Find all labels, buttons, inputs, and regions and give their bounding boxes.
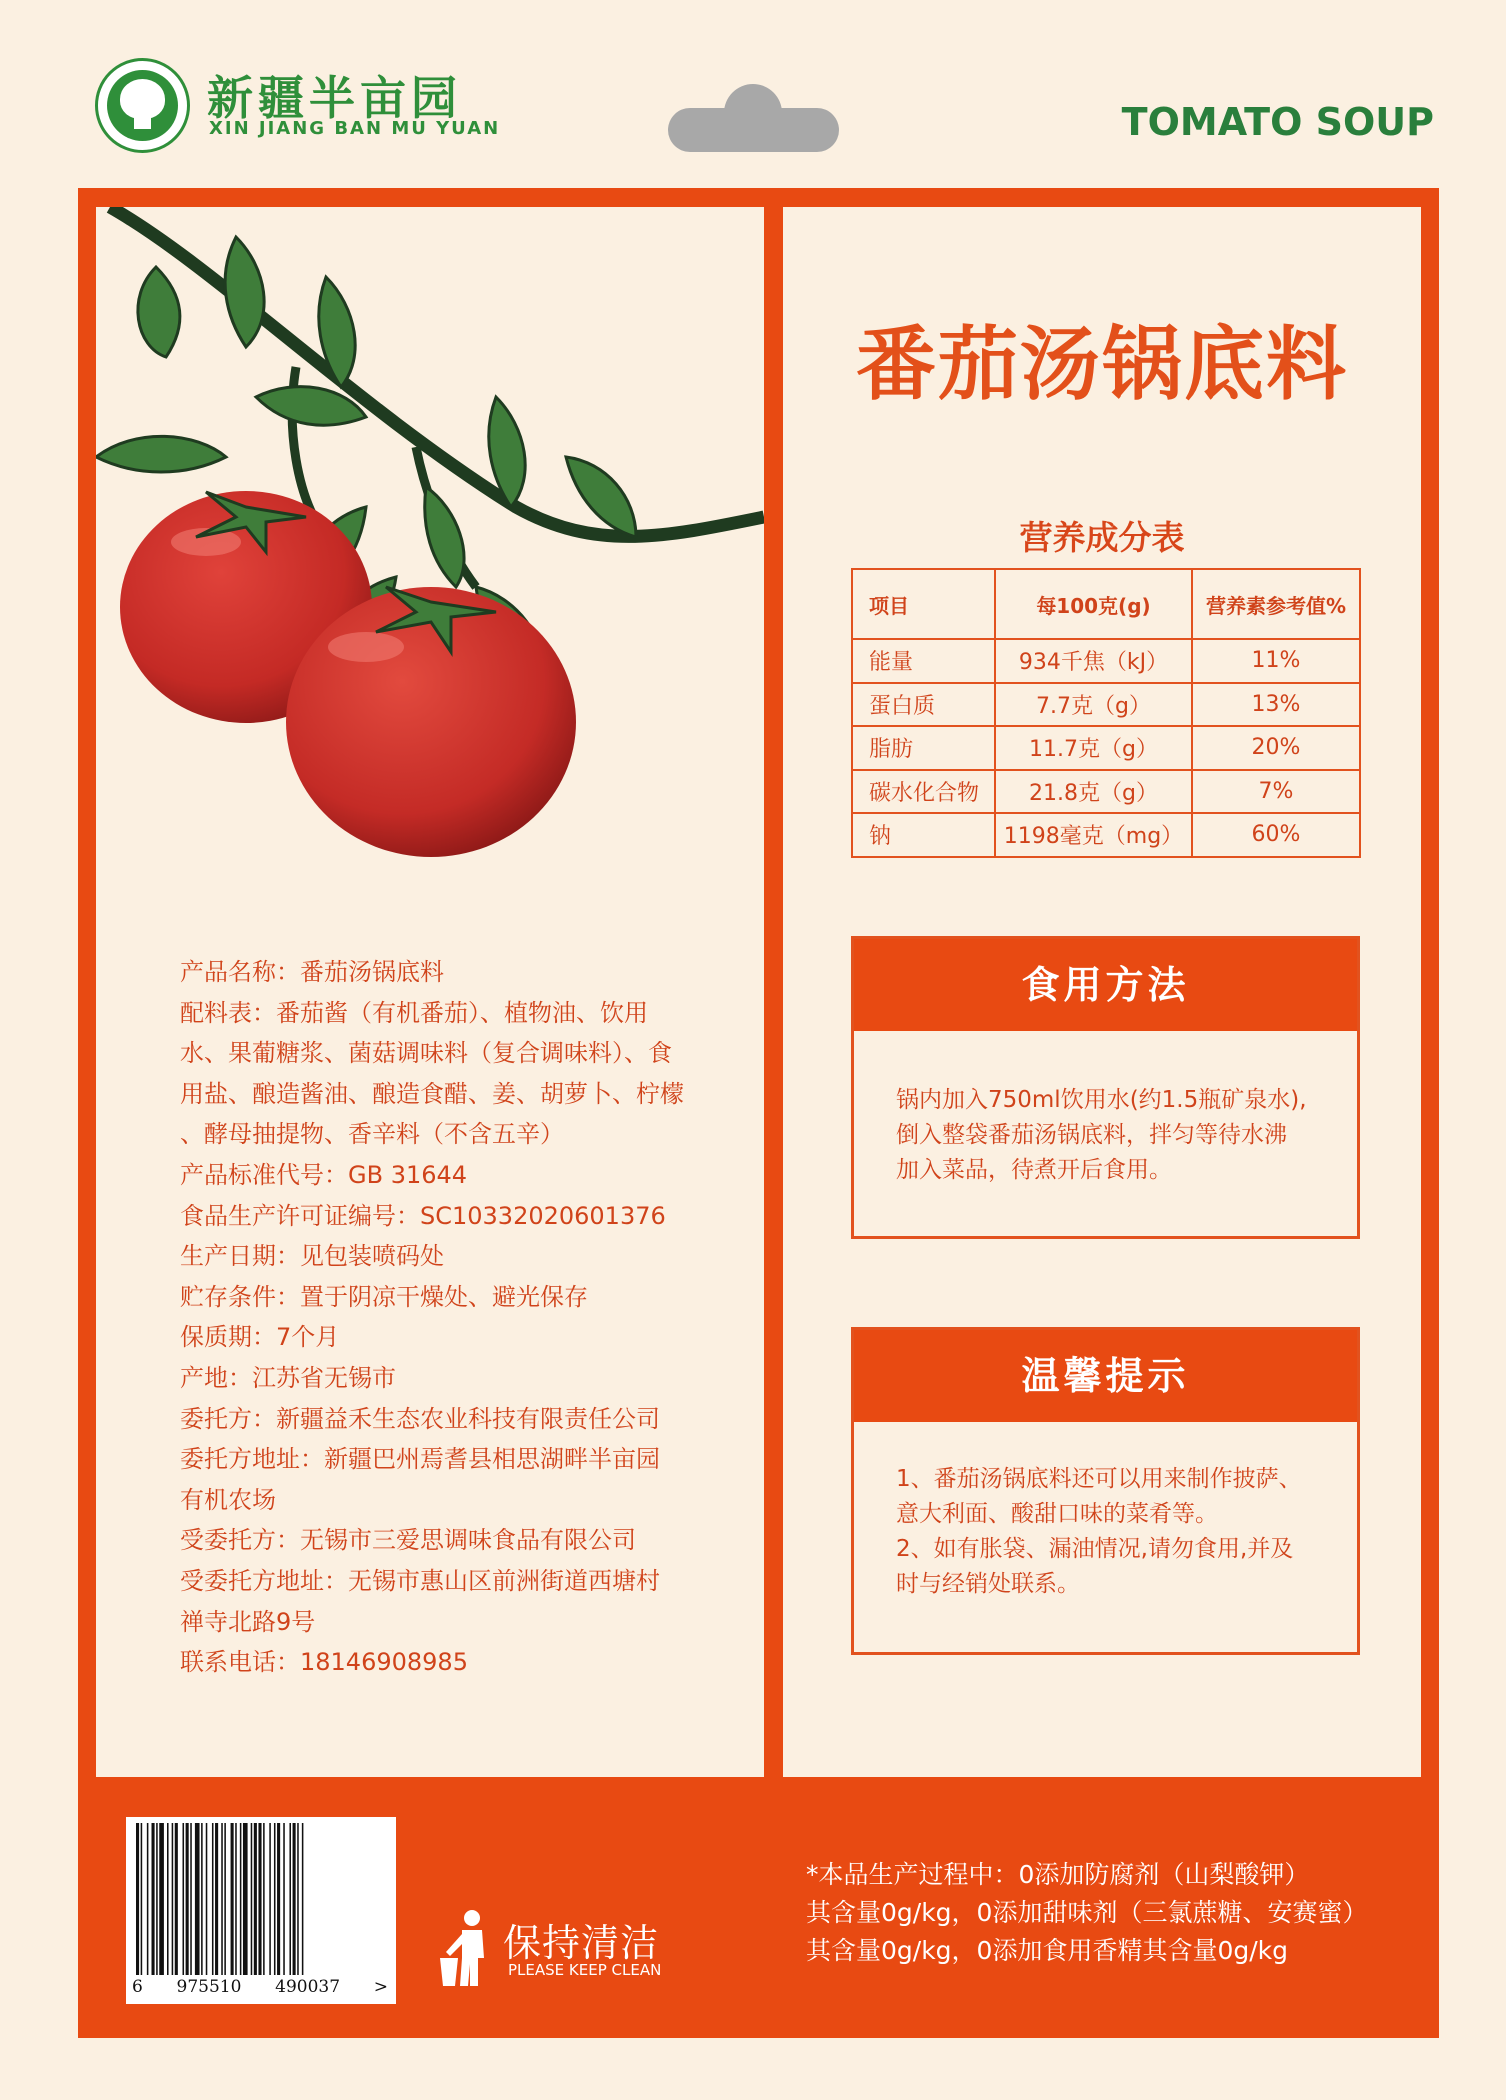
info-line: 产品标准代号：GB 31644 <box>180 1160 468 1189</box>
cell-item: 钠 <box>852 813 995 857</box>
barcode-bar <box>231 1823 234 1975</box>
tips-line: 1、番茄汤锅底料还可以用来制作披萨、 <box>896 1466 1302 1492</box>
barcode-bar <box>206 1823 208 1975</box>
cell-item: 能量 <box>852 639 995 683</box>
barcode-bars <box>134 1823 388 1975</box>
cell-amount: 11.7克（g） <box>995 726 1192 770</box>
product-name-en: TOMATO SOUP <box>1121 100 1434 144</box>
info-line: 产地：江苏省无锡市 <box>180 1363 396 1392</box>
table-row <box>852 639 1360 683</box>
barcode-bar <box>240 1823 242 1975</box>
product-info <box>180 952 700 1683</box>
tips-line: 意大利面、酸甜口味的菜肴等。 <box>896 1501 1218 1527</box>
barcode-bar <box>183 1823 185 1975</box>
info-line: 受委托方：无锡市三爱思调味食品有限公司 <box>180 1526 636 1555</box>
usage-line: 锅内加入750ml饮用水(约1.5瓶矿泉水), <box>896 1087 1307 1113</box>
barcode-digit-group: 6 <box>132 1977 143 1997</box>
table-row <box>852 683 1360 727</box>
cell-item: 脂肪 <box>852 726 995 770</box>
barcode-bar <box>201 1823 203 1975</box>
barcode-bar <box>156 1823 158 1975</box>
col-nrv: 营养素参考值% <box>1192 569 1360 639</box>
nutrition-table <box>851 568 1361 858</box>
usage-box <box>851 936 1360 1239</box>
barcode-bar <box>167 1823 169 1975</box>
barcode-number <box>132 1977 394 1997</box>
keep-clean-label: 保持清洁 <box>503 1921 660 1965</box>
tips-title: 温馨提示 <box>854 1330 1357 1422</box>
note-line: 其含量0g/kg，0添加甜味剂（三氯蔗糖、安赛蜜） <box>806 1898 1368 1927</box>
barcode-digit-group: > <box>373 1977 388 1997</box>
vine-stem <box>110 207 764 536</box>
usage-line: 倒入整袋番茄汤锅底料，拌匀等待水沸 <box>896 1122 1287 1148</box>
tips-box <box>851 1327 1360 1655</box>
info-line: 贮存条件：置于阴凉干燥处、避光保存 <box>180 1282 588 1311</box>
cell-item: 碳水化合物 <box>852 770 995 814</box>
tomato-front <box>286 587 576 857</box>
additive-note <box>806 1856 1406 1970</box>
info-line: 保质期：7个月 <box>180 1323 340 1352</box>
info-line: 委托方：新疆益禾生态农业科技有限责任公司 <box>180 1404 660 1433</box>
keep-clean-label-en: PLEASE KEEP CLEAN <box>508 1961 662 1979</box>
info-line: 禅寺北路9号 <box>180 1607 316 1636</box>
cell-amount: 934千焦（kJ） <box>995 639 1192 683</box>
note-line: 其含量0g/kg，0添加食用香精其含量0g/kg <box>806 1936 1288 1965</box>
barcode-digit-group: 975510 <box>176 1977 242 1997</box>
nutrition-title: 营养成分表 <box>1019 518 1185 557</box>
info-line: 有机农场 <box>180 1485 276 1514</box>
barcode-bar <box>274 1823 276 1975</box>
barcode-bar <box>136 1823 139 1975</box>
barcode-bar <box>277 1823 280 1975</box>
info-line: 用盐、酿造酱油、酿造食醋、姜、胡萝卜、柠檬 <box>180 1079 684 1108</box>
barcode-bar <box>263 1823 265 1975</box>
barcode-bar <box>221 1823 223 1975</box>
barcode-bar <box>243 1823 248 1975</box>
info-line: 产品名称：番茄汤锅底料 <box>180 958 444 986</box>
cell-amount: 1198毫克（mg） <box>995 813 1192 857</box>
product-title-cn: 番茄汤锅底料 <box>856 318 1348 411</box>
table-row <box>852 813 1360 857</box>
tips-line: 2、如有胀袋、漏油情况,请勿食用,并及 <box>896 1536 1294 1562</box>
barcode-bar <box>212 1823 214 1975</box>
barcode-bar <box>141 1823 143 1975</box>
cell-item: 蛋白质 <box>852 683 995 727</box>
usage-title: 食用方法 <box>854 939 1357 1031</box>
cell-amount: 7.7克（g） <box>995 683 1192 727</box>
info-line: 水、果葡糖浆、菌菇调味料（复合调味料）、食 <box>180 1039 672 1068</box>
barcode-bar <box>293 1823 296 1975</box>
cell-nrv: 7% <box>1192 770 1360 814</box>
cell-nrv: 60% <box>1192 813 1360 857</box>
col-item: 项目 <box>852 569 995 639</box>
col-per-100g: 每100克(g) <box>995 569 1192 639</box>
usage-body <box>854 1031 1357 1188</box>
barcode-bar <box>258 1823 261 1975</box>
barcode-bar <box>152 1823 155 1975</box>
cell-amount: 21.8克（g） <box>995 770 1192 814</box>
barcode-bar <box>235 1823 237 1975</box>
info-line: 生产日期：见包装喷码处 <box>180 1242 444 1271</box>
hang-hole <box>668 108 839 152</box>
barcode-bar <box>289 1823 291 1975</box>
info-line: 委托方地址：新疆巴州焉耆县相思湖畔半亩园 <box>180 1445 660 1474</box>
tomato-illustration <box>96 207 764 907</box>
barcode-bar <box>215 1823 218 1975</box>
nutrition-header-row <box>852 569 1360 639</box>
brand-name-en: XIN JIANG BAN MU YUAN <box>209 118 501 139</box>
usage-line: 加入菜品，待煮开后食用。 <box>896 1157 1172 1183</box>
brand-logo <box>95 58 190 153</box>
barcode-bar <box>159 1823 164 1975</box>
info-line: 食品生产许可证编号：SC10332020601376 <box>180 1201 666 1230</box>
cell-nrv: 13% <box>1192 683 1360 727</box>
cabbage-icon <box>120 79 165 119</box>
barcode-bar <box>302 1823 304 1975</box>
barcode-bar <box>195 1823 200 1975</box>
barcode-bar <box>283 1823 285 1975</box>
barcode-digit-group: 490037 <box>275 1977 341 1997</box>
info-line: 、酵母抽提物、香辛料（不含五辛） <box>180 1120 564 1149</box>
table-row <box>852 770 1360 814</box>
barcode-bar <box>186 1823 189 1975</box>
trash-bin-person-icon <box>438 1908 494 1988</box>
brand-name-cn: 新疆半亩园 <box>207 71 462 125</box>
barcode-bar <box>269 1823 271 1975</box>
barcode-bar <box>224 1823 226 1975</box>
barcode-bar <box>297 1823 299 1975</box>
info-line: 配料表：番茄酱（有机番茄）、植物油、饮用 <box>180 998 648 1027</box>
barcode-bar <box>251 1823 253 1975</box>
note-line: *本品生产过程中：0添加防腐剂（山梨酸钾） <box>806 1860 1310 1889</box>
barcode-bar <box>147 1823 149 1975</box>
table-row <box>852 726 1360 770</box>
barcode-bar <box>190 1823 192 1975</box>
barcode <box>126 1817 396 2004</box>
barcode-bar <box>175 1823 178 1975</box>
tips-body <box>854 1422 1357 1602</box>
info-line: 受委托方地址：无锡市惠山区前洲街道西塘村 <box>180 1566 660 1595</box>
barcode-bar <box>254 1823 257 1975</box>
cell-nrv: 11% <box>1192 639 1360 683</box>
cell-nrv: 20% <box>1192 726 1360 770</box>
tips-line: 时与经销处联系。 <box>896 1571 1080 1597</box>
info-line: 联系电话：18146908985 <box>180 1648 468 1677</box>
barcode-bar <box>172 1823 174 1975</box>
